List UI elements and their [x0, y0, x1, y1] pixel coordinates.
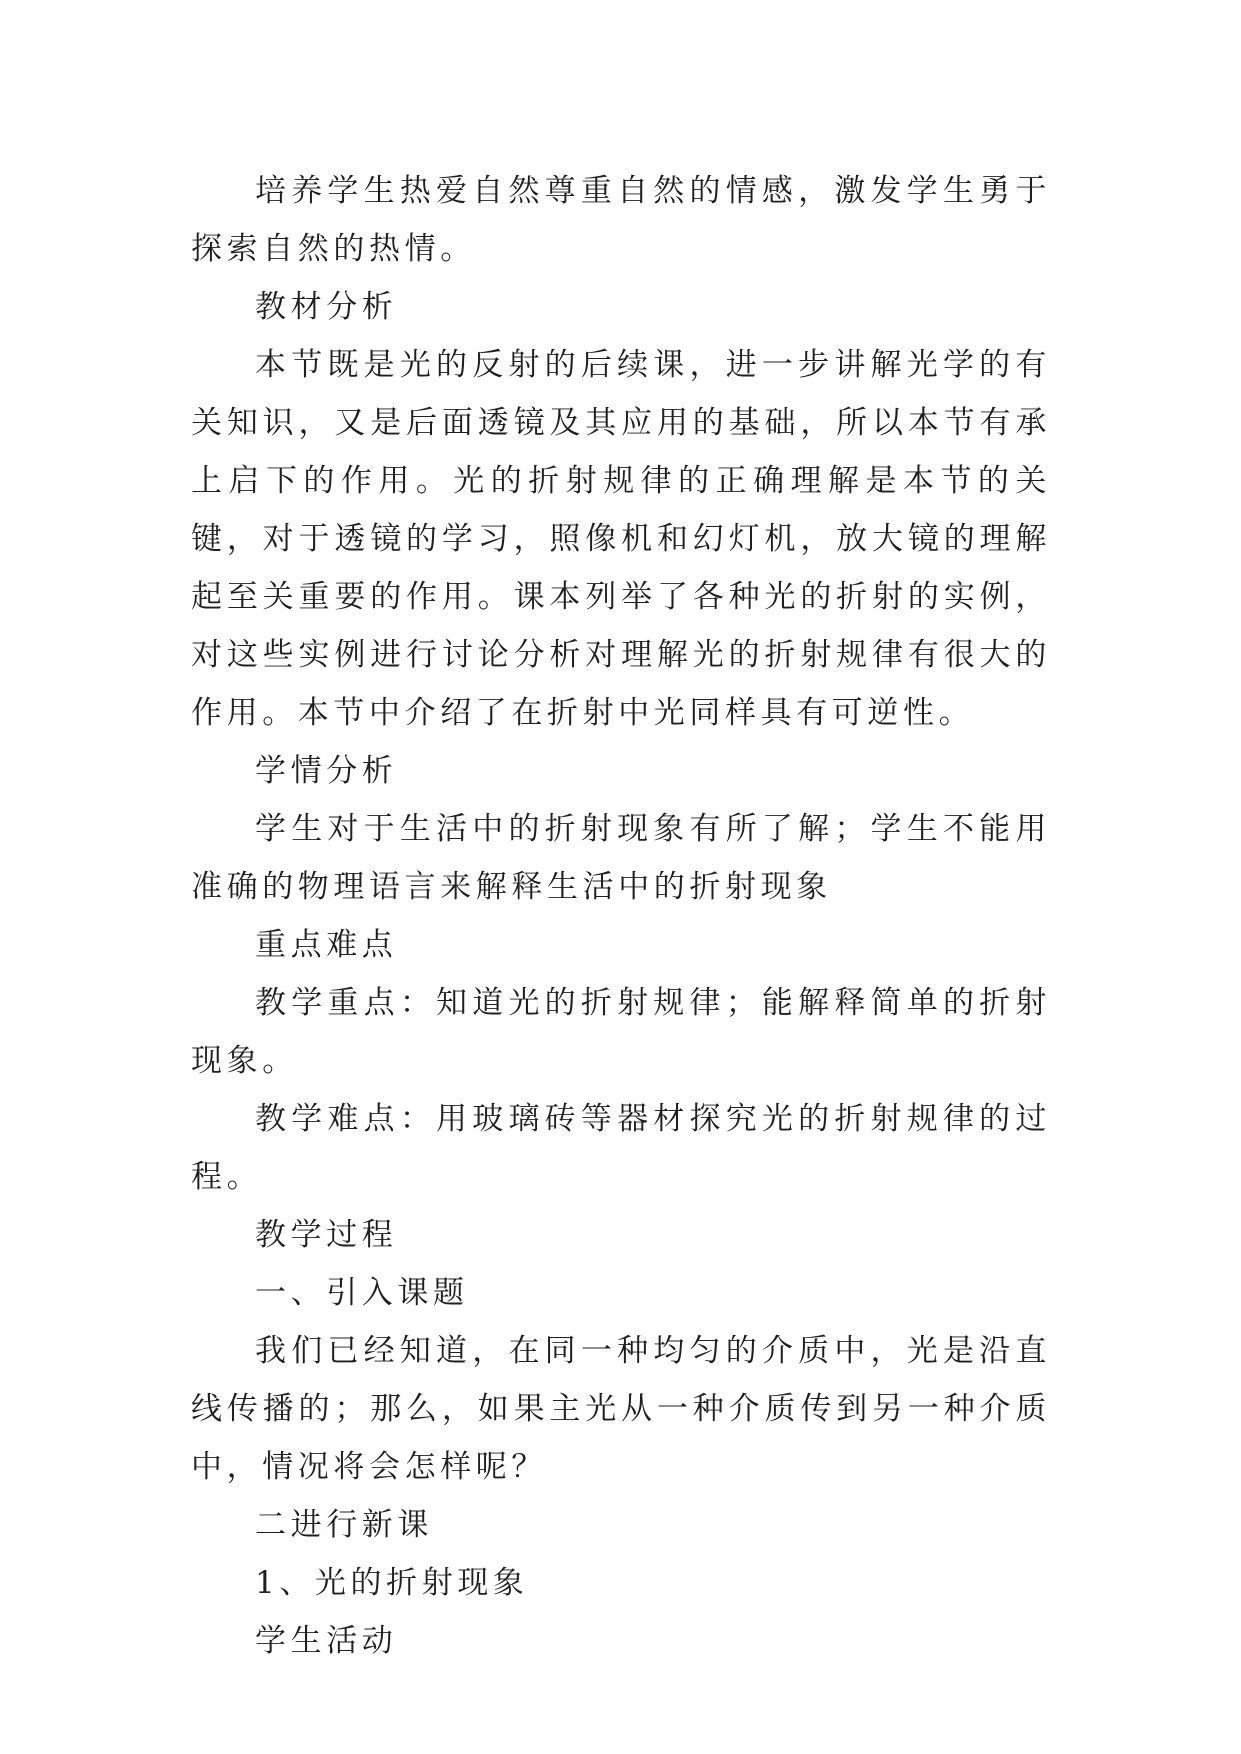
paragraph-difficult-point: 教学难点：用玻璃砖等器材探究光的折射规律的过程。	[191, 1101, 1051, 1195]
heading-key-points: 重点难点	[255, 927, 398, 963]
heading-student-activity: 学生活动	[255, 1623, 398, 1659]
heading-student-analysis: 学情分析	[255, 753, 398, 789]
heading-textbook-analysis: 教材分析	[255, 289, 398, 325]
heading-refraction-phenomenon: 1、光的折射现象	[255, 1565, 529, 1601]
paragraph-key-point: 教学重点：知道光的折射规律；能解释简单的折射现象。	[191, 985, 1051, 1079]
heading-teaching-process: 教学过程	[255, 1217, 398, 1253]
paragraph-introduction: 我们已经知道，在同一种均匀的介质中，光是沿直线传播的；那么，如果主光从一种介质传到另一种介质中，情况将会怎样呢？	[191, 1333, 1051, 1485]
heading-introduce-topic: 一、引入课题	[255, 1275, 469, 1311]
paragraph-student-analysis: 学生对于生活中的折射现象有所了解；学生不能用准确的物理语言来解释生活中的折射现象	[191, 811, 1051, 905]
paragraph-textbook-analysis: 本节既是光的反射的后续课，进一步讲解光学的有关知识，又是后面透镜及其应用的基础，所以本节有承上启下的作用。光的折射规律的正确理解是本节的关键，对于透镜的学习，照像机和幻灯机，放大镜的理解起至关重要的作用。课本列举了各种光的折射的实例，对这些实例进行讨论分析对理解光的折射规律有很大的作用。本节中介绍了在折射中光同样具有可逆性。	[191, 347, 1051, 731]
heading-new-lesson: 二进行新课	[255, 1507, 433, 1543]
paragraph-goal: 培养学生热爱自然尊重自然的情感，激发学生勇于探索自然的热情。	[191, 173, 1051, 267]
document-body	[191, 162, 1051, 1670]
